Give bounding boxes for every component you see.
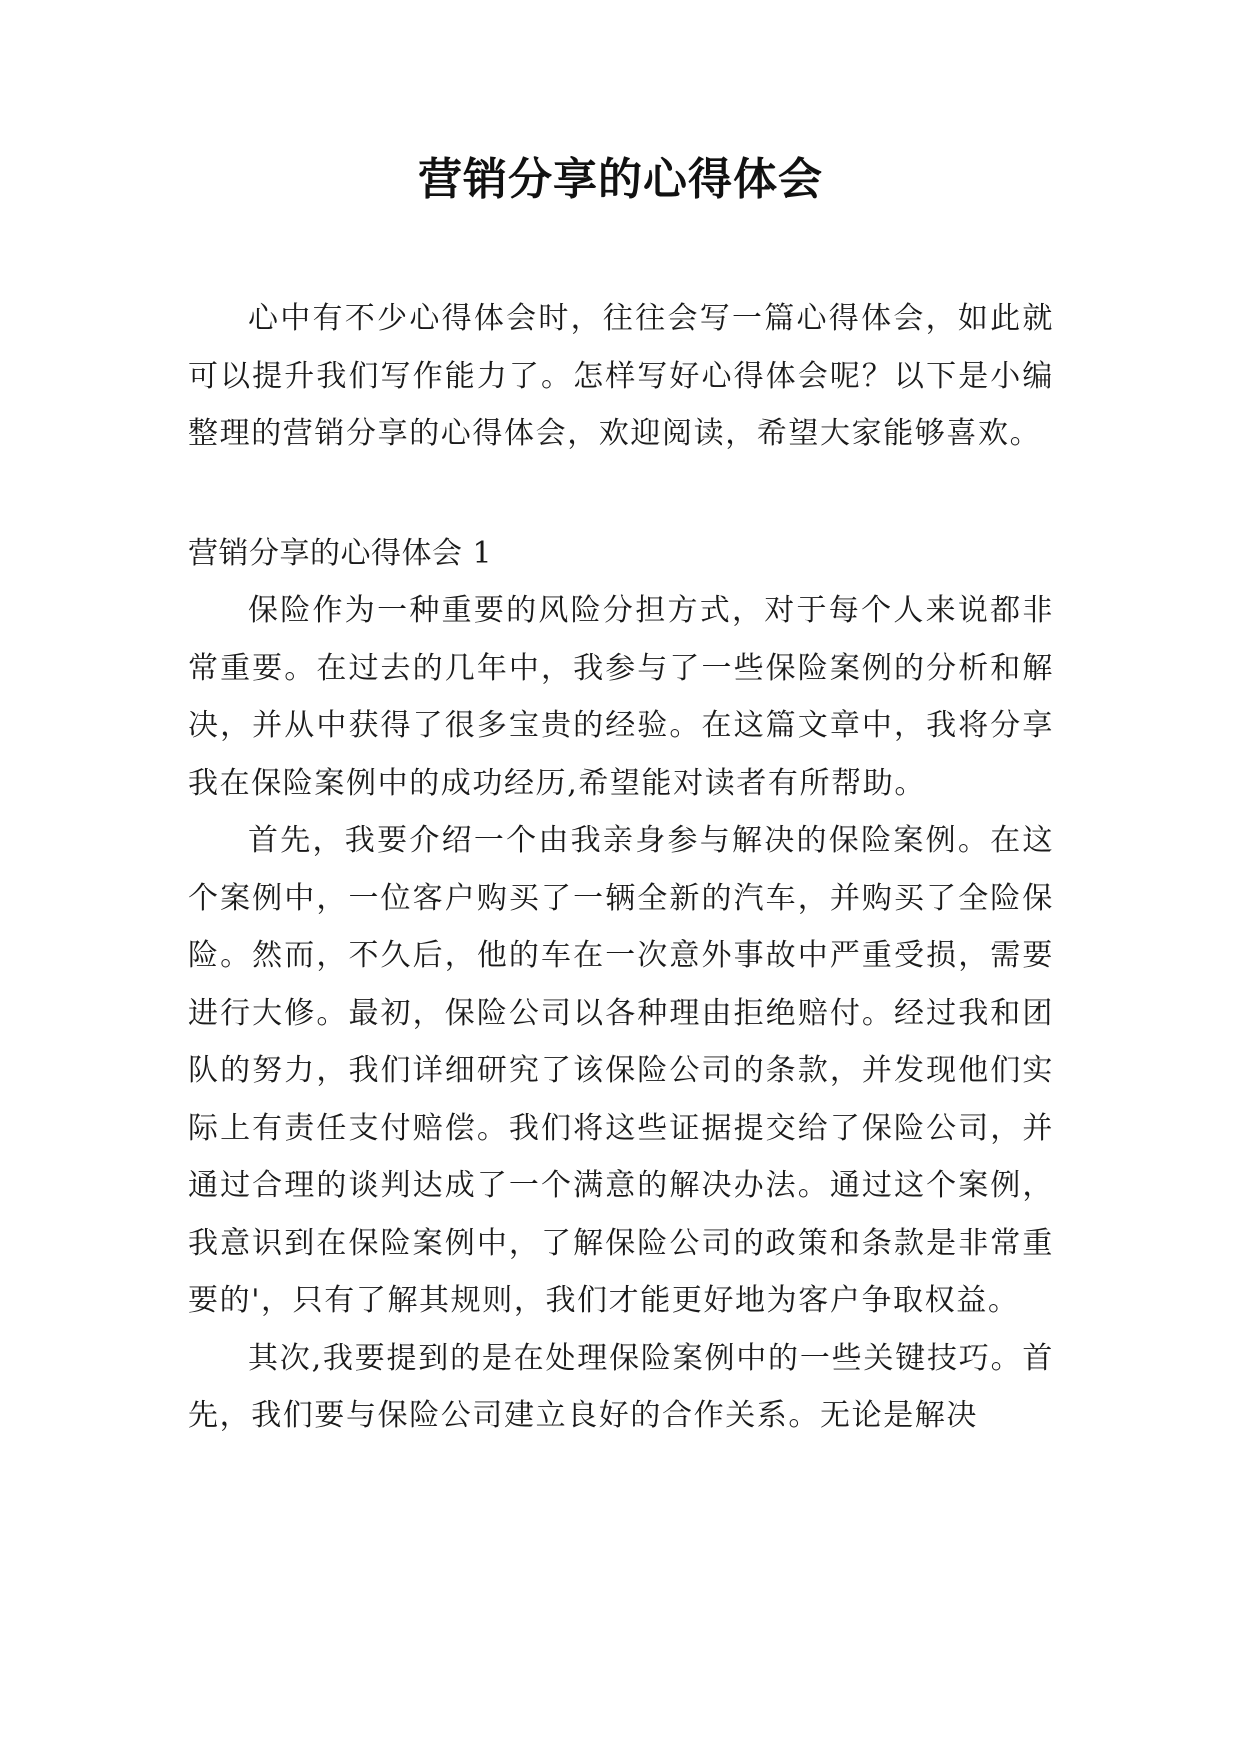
body-paragraph-2: 首先，我要介绍一个由我亲身参与解决的保险案例。在这个案例中，一位客户购买了一辆全新的汽车，并购买了全险保险。然而，不久后，他的车在一次意外事故中严重受损，需要进行大修。最初，保险公司以各种理由拒绝赔付。经过我和团队的努力，我们详细研究了该保险公司的条款，并发现他们实际上有责任支付赔偿。我们将这些证据提交给了保险公司，并通过合理的谈判达成了一个满意的解决办法。通过这个案例，我意识到在保险案例中，了解保险公司的政策和条款是非常重要的'，只有了解其规则，我们才能更好地为客户争取权益。 (188, 823, 1054, 1318)
body-paragraph-3: 其次,我要提到的是在处理保险案例中的一些关键技巧。首先，我们要与保险公司建立良好的合作关系。无论是解决 (188, 1340, 1054, 1433)
document-title: 营销分享的心得体会 (418, 154, 823, 205)
intro-paragraph: 心中有不少心得体会时，往往会写一篇心得体会，如此就可以提升我们写作能力了。怎样写好心得体会呢？以下是小编整理的营销分享的心得体会，欢迎阅读，希望大家能够喜欢。 (188, 301, 1054, 451)
paragraph-gap (188, 463, 1054, 525)
section-heading: 营销分享的心得体会 1 (188, 535, 493, 571)
body-paragraph-1: 保险作为一种重要的风险分担方式，对于每个人来说都非常重要。在过去的几年中，我参与了一些保险案例的分析和解决，并从中获得了很多宝贵的经验。在这篇文章中，我将分享我在保险案例中的成功经历,希望能对读者有所帮助。 (188, 593, 1054, 801)
document-body (188, 290, 1054, 1445)
